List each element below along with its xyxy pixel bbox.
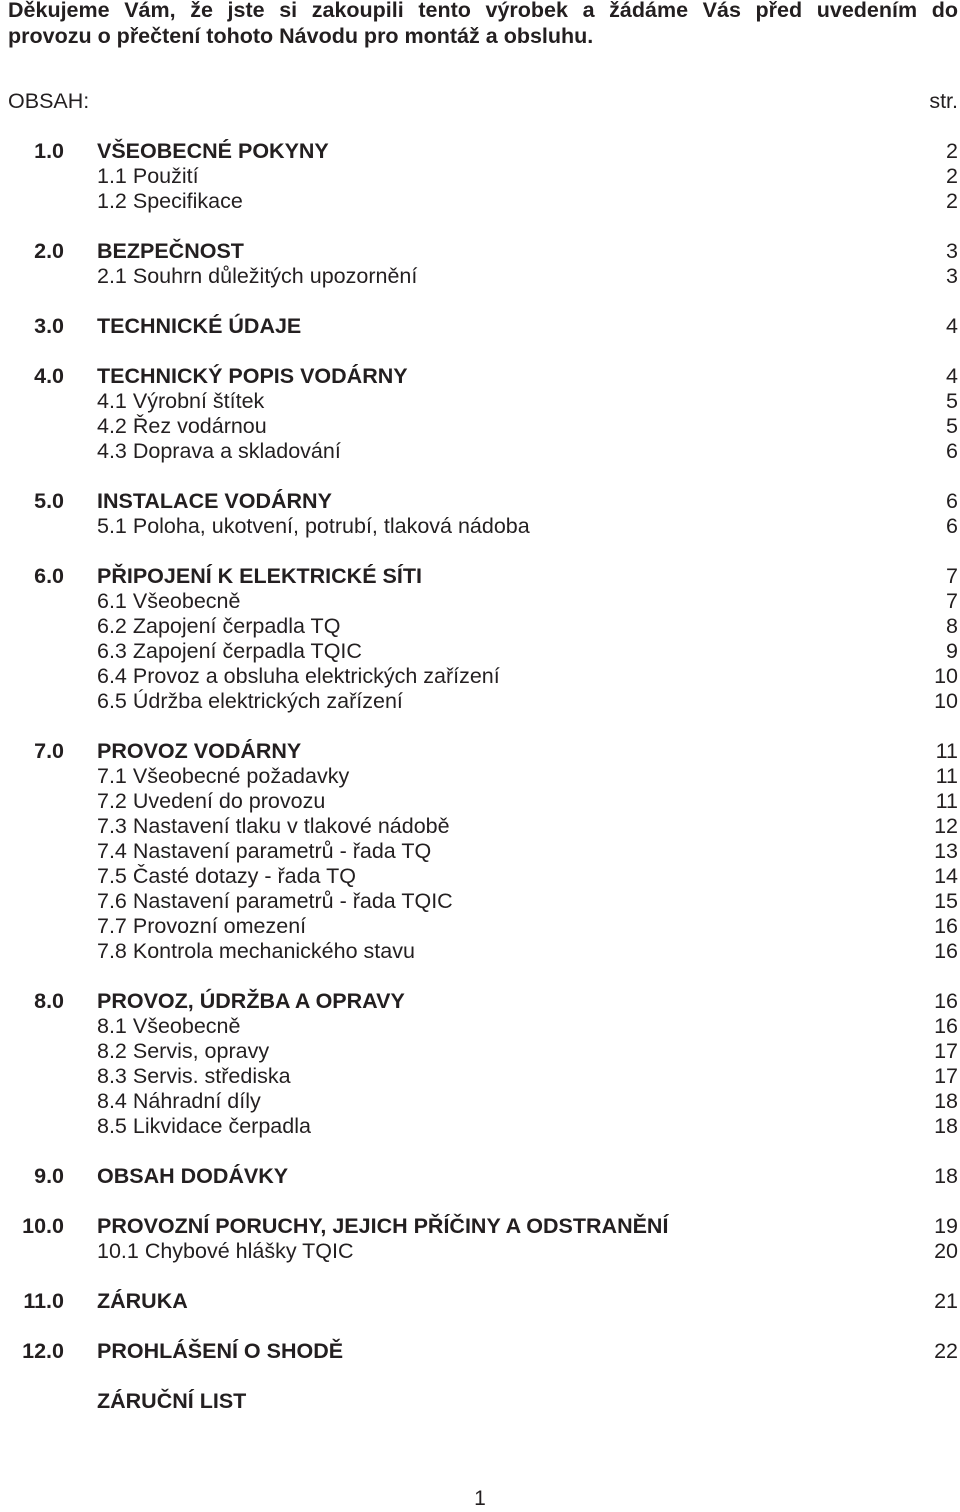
toc-entry-page: 3 [946, 239, 958, 263]
toc-entry-page: 14 [934, 864, 958, 888]
toc-entry-title: 5.1 Poloha, ukotvení, potrubí, tlaková nádoba [97, 514, 530, 538]
toc-entry-page: 18 [934, 1164, 958, 1188]
toc-entry-title: 6.5 Údržba elektrických zařízení [97, 689, 403, 713]
toc-entry-title: 7.6 Nastavení parametrů - řada TQIC [97, 889, 453, 913]
toc-chapter-row [0, 1339, 960, 1364]
toc-chapter-row [0, 1389, 960, 1414]
toc-entry-title: PROVOZNÍ PORUCHY, JEJICH PŘÍČINY A ODSTRANĚNÍ [97, 1214, 669, 1238]
toc-entry-number: 6.0 [34, 564, 64, 588]
toc-entry-page: 11 [935, 739, 958, 763]
toc-entry-page: 2 [946, 164, 958, 188]
toc-entry-page: 13 [934, 839, 958, 863]
toc-entry-page: 7 [946, 564, 958, 588]
toc-subsection-row [0, 789, 960, 814]
toc-entry-page: 3 [946, 264, 958, 288]
toc-entry-title: OBSAH DODÁVKY [97, 1164, 289, 1188]
toc-entry-title: 1.2 Specifikace [97, 189, 243, 213]
intro-line-2: provozu o přečtení tohoto Návodu pro montáž a obsluhu. [8, 24, 594, 48]
toc-entry-page: 11 [935, 789, 958, 813]
toc-entry-title: TECHNICKÝ POPIS VODÁRNY [97, 364, 408, 388]
toc-entry-page: 16 [934, 1014, 958, 1038]
toc-entry-page: 21 [934, 1289, 958, 1313]
toc-entry-title: 8.3 Servis. střediska [97, 1064, 291, 1088]
toc-subsection-row [0, 389, 960, 414]
toc-entry-title: 10.1 Chybové hlášky TQIC [97, 1239, 354, 1263]
toc-entry-page: 6 [946, 514, 958, 538]
toc-entry-title: 6.4 Provoz a obsluha elektrických zařízení [97, 664, 500, 688]
toc-entry-page: 20 [934, 1239, 958, 1263]
toc-entry-title: PROVOZ VODÁRNY [97, 739, 302, 763]
toc-entry-title: 2.1 Souhrn důležitých upozornění [97, 264, 418, 288]
toc-entry-number: 8.0 [34, 989, 64, 1013]
toc-subsection-row [0, 1114, 960, 1139]
toc-entry-title: INSTALACE VODÁRNY [97, 489, 332, 513]
toc-chapter-row [0, 1214, 960, 1239]
toc-entry-page: 12 [934, 814, 958, 838]
toc-subsection-row [0, 1064, 960, 1089]
toc-chapter-row [0, 139, 960, 164]
toc-entry-page: 7 [946, 589, 958, 613]
toc-entry-page: 2 [946, 189, 958, 213]
toc-entry-title: PŘIPOJENÍ K ELEKTRICKÉ SÍTI [97, 564, 422, 588]
toc-entry-title: 8.1 Všeobecně [97, 1014, 241, 1038]
toc-entry-page: 19 [934, 1214, 958, 1238]
toc-chapter-row [0, 489, 960, 514]
toc-subsection-row [0, 814, 960, 839]
toc-entry-number: 4.0 [34, 364, 64, 388]
toc-entry-title: 7.1 Všeobecné požadavky [97, 764, 350, 788]
toc-entry-page: 18 [934, 1089, 958, 1113]
toc-entry-page: 10 [934, 664, 958, 688]
page-number: 1 [474, 1487, 486, 1510]
toc-entry-number: 5.0 [34, 489, 64, 513]
toc-entry-page: 5 [946, 414, 958, 438]
toc-subsection-row [0, 164, 960, 189]
toc-entry-title: 4.1 Výrobní štítek [97, 389, 265, 413]
toc-subsection-row [0, 664, 960, 689]
toc-entry-page: 22 [934, 1339, 958, 1363]
toc-entry-title: 4.2 Řez vodárnou [97, 414, 267, 438]
toc-entry-number: 10.0 [22, 1214, 64, 1238]
toc-entry-title: 1.1 Použití [97, 164, 199, 188]
toc-entry-title: 7.5 Časté dotazy - řada TQ [97, 864, 356, 888]
toc-entry-title: 8.2 Servis, opravy [97, 1039, 270, 1063]
toc-chapter-row [0, 314, 960, 339]
toc-entry-page: 6 [946, 439, 958, 463]
toc-subsection-row [0, 1014, 960, 1039]
toc-entry-title: 7.7 Provozní omezení [97, 914, 307, 938]
toc-entry-page: 17 [934, 1039, 958, 1063]
toc-subsection-row [0, 264, 960, 289]
toc-entry-page: 15 [934, 889, 958, 913]
toc-subsection-row [0, 689, 960, 714]
toc-chapter-row [0, 989, 960, 1014]
toc-subsection-row [0, 639, 960, 664]
toc-entry-page: 16 [934, 939, 958, 963]
toc-subsection-row [0, 439, 960, 464]
toc-entry-number: 11.0 [23, 1289, 64, 1313]
toc-subsection-row [0, 414, 960, 439]
toc-chapter-row [0, 364, 960, 389]
toc-heading: OBSAH: [8, 89, 90, 113]
toc-entry-number: 2.0 [34, 239, 64, 263]
toc-chapter-row [0, 739, 960, 764]
toc-entry-title: 8.4 Náhradní díly [97, 1089, 261, 1113]
toc-entry-number: 1.0 [34, 139, 64, 163]
toc-entry-title: TECHNICKÉ ÚDAJE [97, 314, 302, 338]
toc-entry-page: 6 [946, 489, 958, 513]
toc-entry-title: PROVOZ, ÚDRŽBA A OPRAVY [97, 989, 405, 1013]
toc-entry-title: 6.3 Zapojení čerpadla TQIC [97, 639, 362, 663]
toc-entry-title: VŠEOBECNÉ POKYNY [97, 139, 329, 163]
toc-subsection-row [0, 1239, 960, 1264]
page-column-heading: str. [929, 89, 958, 113]
toc-entry-page: 17 [934, 1064, 958, 1088]
toc-subsection-row [0, 914, 960, 939]
toc-entry-page: 8 [946, 614, 958, 638]
toc-chapter-row [0, 564, 960, 589]
toc-entry-title: 8.5 Likvidace čerpadla [97, 1114, 311, 1138]
toc-entry-title: BEZPEČNOST [97, 239, 244, 263]
toc-subsection-row [0, 764, 960, 789]
toc-subsection-row [0, 889, 960, 914]
toc-subsection-row [0, 514, 960, 539]
toc-entry-page: 16 [934, 914, 958, 938]
toc-subsection-row [0, 614, 960, 639]
toc-entry-title: 7.3 Nastavení tlaku v tlakové nádobě [97, 814, 450, 838]
toc-subsection-row [0, 939, 960, 964]
toc-subsection-row [0, 839, 960, 864]
toc-subsection-row [0, 1089, 960, 1114]
toc-subsection-row [0, 189, 960, 214]
toc-entry-page: 2 [946, 139, 958, 163]
toc-entry-title: ZÁRUČNÍ LIST [97, 1389, 247, 1413]
toc-entry-page: 4 [946, 364, 958, 388]
toc-entry-number: 7.0 [34, 739, 64, 763]
toc-entry-title: 6.2 Zapojení čerpadla TQ [97, 614, 341, 638]
toc-entry-page: 11 [935, 764, 958, 788]
toc-entry-number: 9.0 [34, 1164, 64, 1188]
toc-entry-page: 5 [946, 389, 958, 413]
toc-entry-title: 4.3 Doprava a skladování [97, 439, 341, 463]
toc-entry-title: 7.4 Nastavení parametrů - řada TQ [97, 839, 432, 863]
toc-entry-number: 12.0 [22, 1339, 64, 1363]
intro-line-1: Děkujeme Vám, že jste si zakoupili tento výrobek a žádáme Vás před uvedením do [8, 0, 958, 22]
toc-subsection-row [0, 589, 960, 614]
toc-entry-title: 7.8 Kontrola mechanického stavu [97, 939, 415, 963]
toc-entry-title: 7.2 Uvedení do provozu [97, 789, 326, 813]
toc-entry-title: PROHLÁŠENÍ O SHODĚ [97, 1339, 344, 1363]
toc-entry-page: 16 [934, 989, 958, 1013]
toc-entry-page: 18 [934, 1114, 958, 1138]
toc-subsection-row [0, 1039, 960, 1064]
toc-chapter-row [0, 239, 960, 264]
toc-entry-page: 4 [946, 314, 958, 338]
toc-entry-page: 10 [934, 689, 958, 713]
toc-entry-title: 6.1 Všeobecně [97, 589, 241, 613]
toc-entry-page: 9 [946, 639, 958, 663]
toc-chapter-row [0, 1164, 960, 1189]
toc-subsection-row [0, 864, 960, 889]
toc-entry-number: 3.0 [34, 314, 64, 338]
toc-chapter-row [0, 1289, 960, 1314]
page-footer [0, 1486, 960, 1512]
toc-entry-title: ZÁRUKA [97, 1289, 188, 1313]
